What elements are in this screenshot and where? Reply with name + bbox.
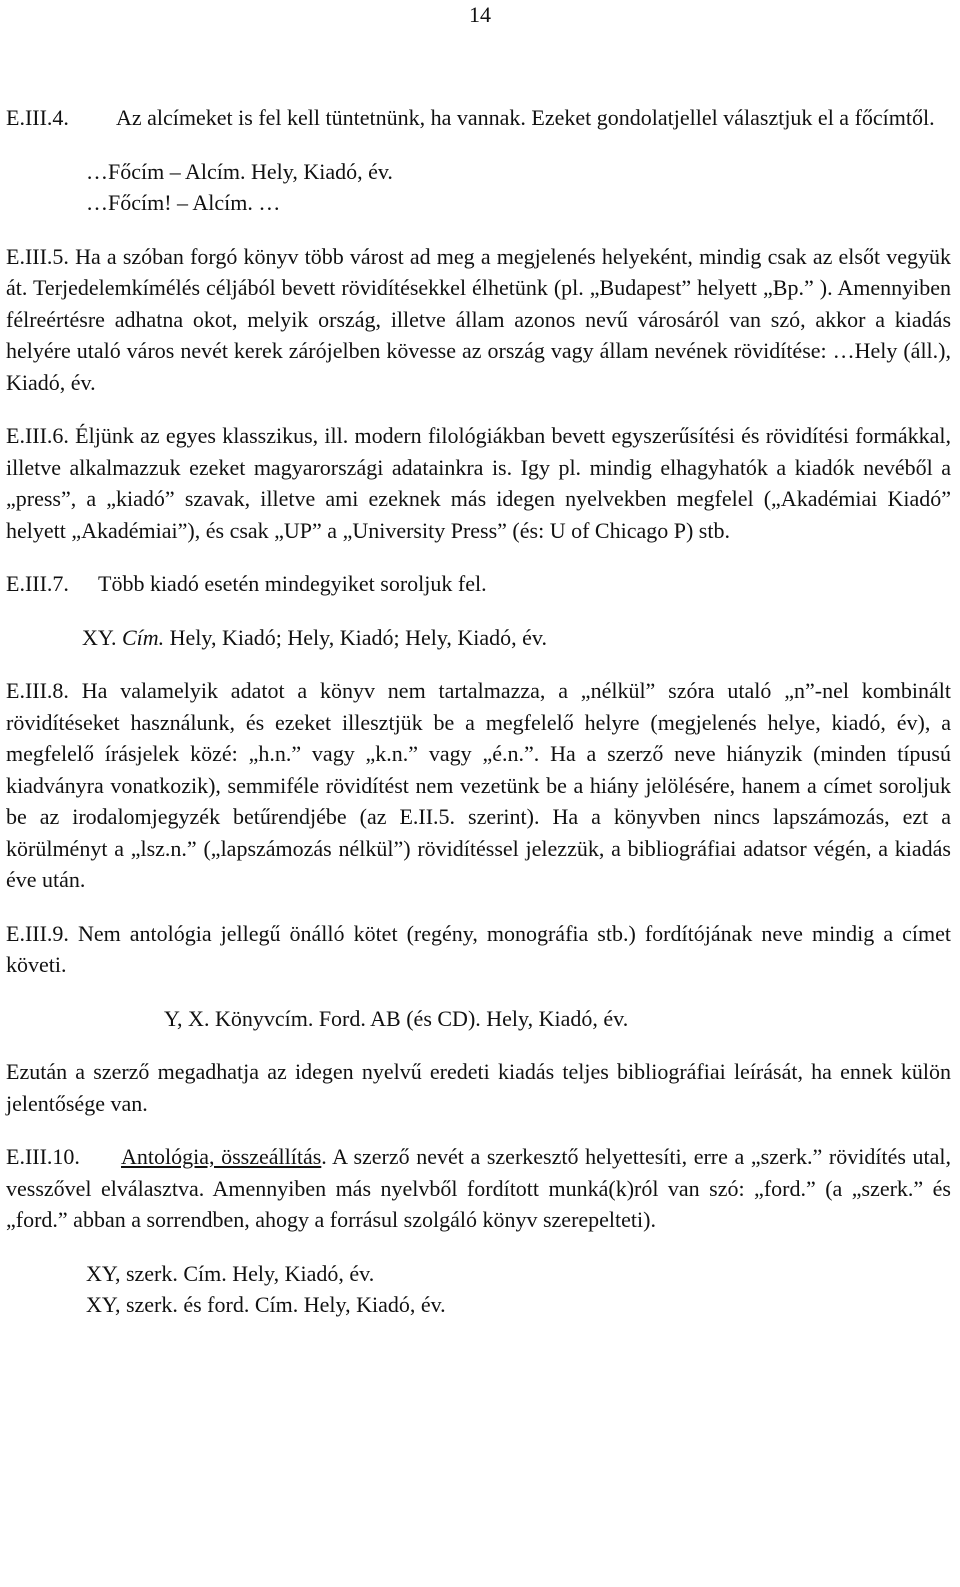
example-multiple-publishers (6, 622, 951, 654)
example-title: Cím. (121, 624, 165, 650)
section-e-iii-10 (6, 1141, 951, 1236)
section-label: E.III.4. (6, 105, 69, 130)
section-e-iii-9: E.III.9. Nem antológia jellegű önálló kötet (regény, monográfia stb.) fordítójának neve mindig a címet követi. (6, 920, 951, 977)
example-editor-2: XY, szerk. és ford. Cím. Hely, Kiadó, év. (86, 1292, 446, 1317)
example-line-2: …Főcím! – Alcím. … (86, 190, 281, 215)
section-e-iii-8: E.III.8. Ha valamelyik adatot a könyv nem tartalmazza, a „nélkül” szóra utaló „n”-nel kombinált rövidítéseket használunk, és ezeket illesztjük be a megfelelő helyre (megjelenés helye, kiadó, év), a megfelelő írásjelek közé: „h.n.” vagy „k.n.” vagy „é.n.”. Ha a szerző neve hiányzik (minden típusú kiadványra vonatkozik), semmiféle rövidítést nem vezetünk be a hiány jelölésére, hanem a címet soroljuk be az irodalomjegyzék betűrendjébe (az E.II.5. szerint). Ha a könyvben nincs lapszámozás, ezt a körülményt a „lsz.n.” („lapszámozás nélkül”) rövidítéssel jelezzük, a bibliográfiai adatsor végén, a kiadás éve után. (6, 678, 951, 892)
example-rest: Hely, Kiadó; Hely, Kiadó; Hely, Kiadó, év. (164, 624, 548, 650)
example-translator: Y, X. Könyvcím. Ford. AB (és CD). Hely, Kiadó, év. (164, 1005, 629, 1031)
section-e-iii-6: E.III.6. Éljünk az egyes klasszikus, ill. modern filológiákban bevett egyszerűsítési és rövidítési formákkal, illetve alkalmazzuk ezeket magyarországi adatainkra is. Igy pl. mindig elhagyhatók a kiadók nevéből a „press”, a „kiadó” szavak, illetve ami ezeknek más idegen nyelvekben megfelel („Akadémiai Kiadó” helyett „Akadémiai”), és csak „UP” a „University Press” (és: U of Chicago P) stb. (6, 423, 951, 543)
example-author: XY. (82, 624, 122, 650)
section-label: E.III.10. (6, 1144, 80, 1169)
section-e-iii-5: E.III.5. Ha a szóban forgó könyv több várost ad meg a megjelenés helyeként, mindig csak az elsőt vegyük át. Terjedelemkímélés céljából bevett rövidítésekkel élhetünk (pl. „Budapest” helyett „Bp.” ). Amennyiben félreértésre adhatna okot, melyik ország, illetve állam azonos nevű városáról van szó, akkor a kiadás helyére utaló város nevét kerek zárójelben kövesse az ország vagy állam nevének rövidítése: …Hely (áll.), Kiadó, év. (6, 243, 951, 395)
example-editor-1: XY, szerk. Cím. Hely, Kiadó, év. (86, 1260, 375, 1286)
section-text: Több kiadó esetén mindegyiket soroljuk fel. (98, 571, 487, 596)
section-e-iii-7 (6, 568, 951, 600)
paragraph-original-edition: Ezután a szerző megadhatja az idegen nyelvű eredeti kiadás teljes bibliográfiai leírását, ha ennek külön jelentősége van. (6, 1059, 951, 1116)
section-label: E.III.7. (6, 571, 69, 596)
section-heading-underlined: Antológia, összeállítás (121, 1144, 322, 1169)
example-line-1: …Főcím – Alcím. Hely, Kiadó, év. (86, 158, 393, 184)
document-body (6, 102, 951, 1321)
section-e-iii-4 (6, 102, 951, 134)
section-text: . A szerző nevét a szerkesztő helyettesíti, erre a „szerk.” rövidítés utal, vesszővel elválasztva. Amennyiben más nyelvből fordított munká(k)ról van szó: „ford.” (a „szerk.” és „ford.” abban a sorrendben, ahogy a forrásul szolgáló könyv szerepelteti). (6, 1144, 951, 1232)
section-text: Az alcímeket is fel kell tüntetnünk, ha vannak. Ezeket gondolatjellel választjuk el a főcímtől. (116, 105, 935, 130)
page-number: 14 (469, 2, 491, 27)
